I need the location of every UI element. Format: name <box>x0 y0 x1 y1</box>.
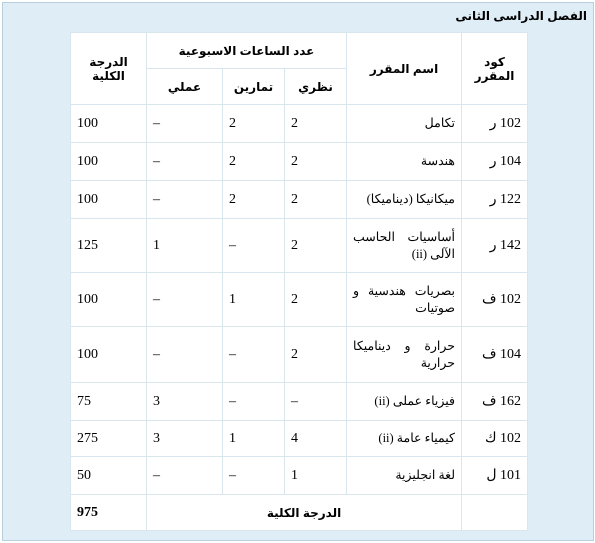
header-theory: نظري <box>285 69 347 105</box>
table-row <box>71 327 528 383</box>
practical-hours: – <box>147 457 223 495</box>
grand-total-row <box>71 495 528 531</box>
table-row <box>71 457 528 495</box>
theory-hours: 2 <box>285 181 347 219</box>
total-grade: 125 <box>71 219 147 273</box>
theory-hours: 2 <box>285 273 347 327</box>
table-row <box>71 105 528 143</box>
header-weekly-hours: عدد الساعات الاسبوعية <box>147 33 347 69</box>
theory-hours: – <box>285 383 347 421</box>
exercise-hours: 2 <box>223 143 285 181</box>
practical-hours: 3 <box>147 421 223 457</box>
table-row <box>71 421 528 457</box>
table-row <box>71 143 528 181</box>
course-code: 104 ف <box>462 327 528 383</box>
total-grade: 100 <box>71 143 147 181</box>
exercise-hours: – <box>223 457 285 495</box>
course-name: لغة انجليزية <box>347 457 462 495</box>
header-row <box>71 33 528 69</box>
courses-table <box>70 32 528 531</box>
exercise-hours: – <box>223 219 285 273</box>
total-grade: 50 <box>71 457 147 495</box>
total-grade: 75 <box>71 383 147 421</box>
course-code: 102 ر <box>462 105 528 143</box>
course-code: 142 ر <box>462 219 528 273</box>
header-exercises: تمارين <box>223 69 285 105</box>
grand-total-label: الدرجة الكلية <box>147 495 462 531</box>
table-row <box>71 181 528 219</box>
exercise-hours: 1 <box>223 421 285 457</box>
header-total: الدرجة الكلية <box>71 33 147 105</box>
course-name: كيمياء عامة (ii) <box>347 421 462 457</box>
practical-hours: – <box>147 327 223 383</box>
table-row <box>71 273 528 327</box>
header-practical: عملي <box>147 69 223 105</box>
total-grade: 100 <box>71 181 147 219</box>
course-code: 102 ك <box>462 421 528 457</box>
grand-total-value: 975 <box>71 495 147 531</box>
course-code: 101 ل <box>462 457 528 495</box>
total-grade: 100 <box>71 105 147 143</box>
total-grade: 275 <box>71 421 147 457</box>
course-name: فيزياء عملى (ii) <box>347 383 462 421</box>
course-name: هندسة <box>347 143 462 181</box>
practical-hours: 3 <box>147 383 223 421</box>
course-name: حرارة و ديناميكا حرارية <box>347 327 462 383</box>
exercise-hours: – <box>223 383 285 421</box>
practical-hours: – <box>147 105 223 143</box>
practical-hours: – <box>147 181 223 219</box>
course-name: تكامل <box>347 105 462 143</box>
theory-hours: 2 <box>285 219 347 273</box>
course-code: 162 ف <box>462 383 528 421</box>
content-panel <box>2 2 594 541</box>
exercise-hours: 2 <box>223 181 285 219</box>
exercise-hours: – <box>223 327 285 383</box>
course-code: 122 ر <box>462 181 528 219</box>
table-row <box>71 219 528 273</box>
total-grade: 100 <box>71 327 147 383</box>
course-name: ميكانيكا (ديناميكا) <box>347 181 462 219</box>
course-code: 104 ر <box>462 143 528 181</box>
theory-hours: 2 <box>285 105 347 143</box>
exercise-hours: 1 <box>223 273 285 327</box>
header-code: كود المقرر <box>462 33 528 105</box>
header-name: اسم المقرر <box>347 33 462 105</box>
practical-hours: – <box>147 143 223 181</box>
practical-hours: – <box>147 273 223 327</box>
theory-hours: 2 <box>285 327 347 383</box>
course-name: بصريات هندسية و صوتيات <box>347 273 462 327</box>
theory-hours: 2 <box>285 143 347 181</box>
practical-hours: 1 <box>147 219 223 273</box>
total-grade: 100 <box>71 273 147 327</box>
table-row <box>71 383 528 421</box>
theory-hours: 4 <box>285 421 347 457</box>
theory-hours: 1 <box>285 457 347 495</box>
course-code: 102 ف <box>462 273 528 327</box>
grand-total-blank <box>462 495 528 531</box>
section-title: الفصل الدراسى الثانى <box>455 9 587 23</box>
exercise-hours: 2 <box>223 105 285 143</box>
course-name: أساسيات الحاسب الآلى (ii) <box>347 219 462 273</box>
